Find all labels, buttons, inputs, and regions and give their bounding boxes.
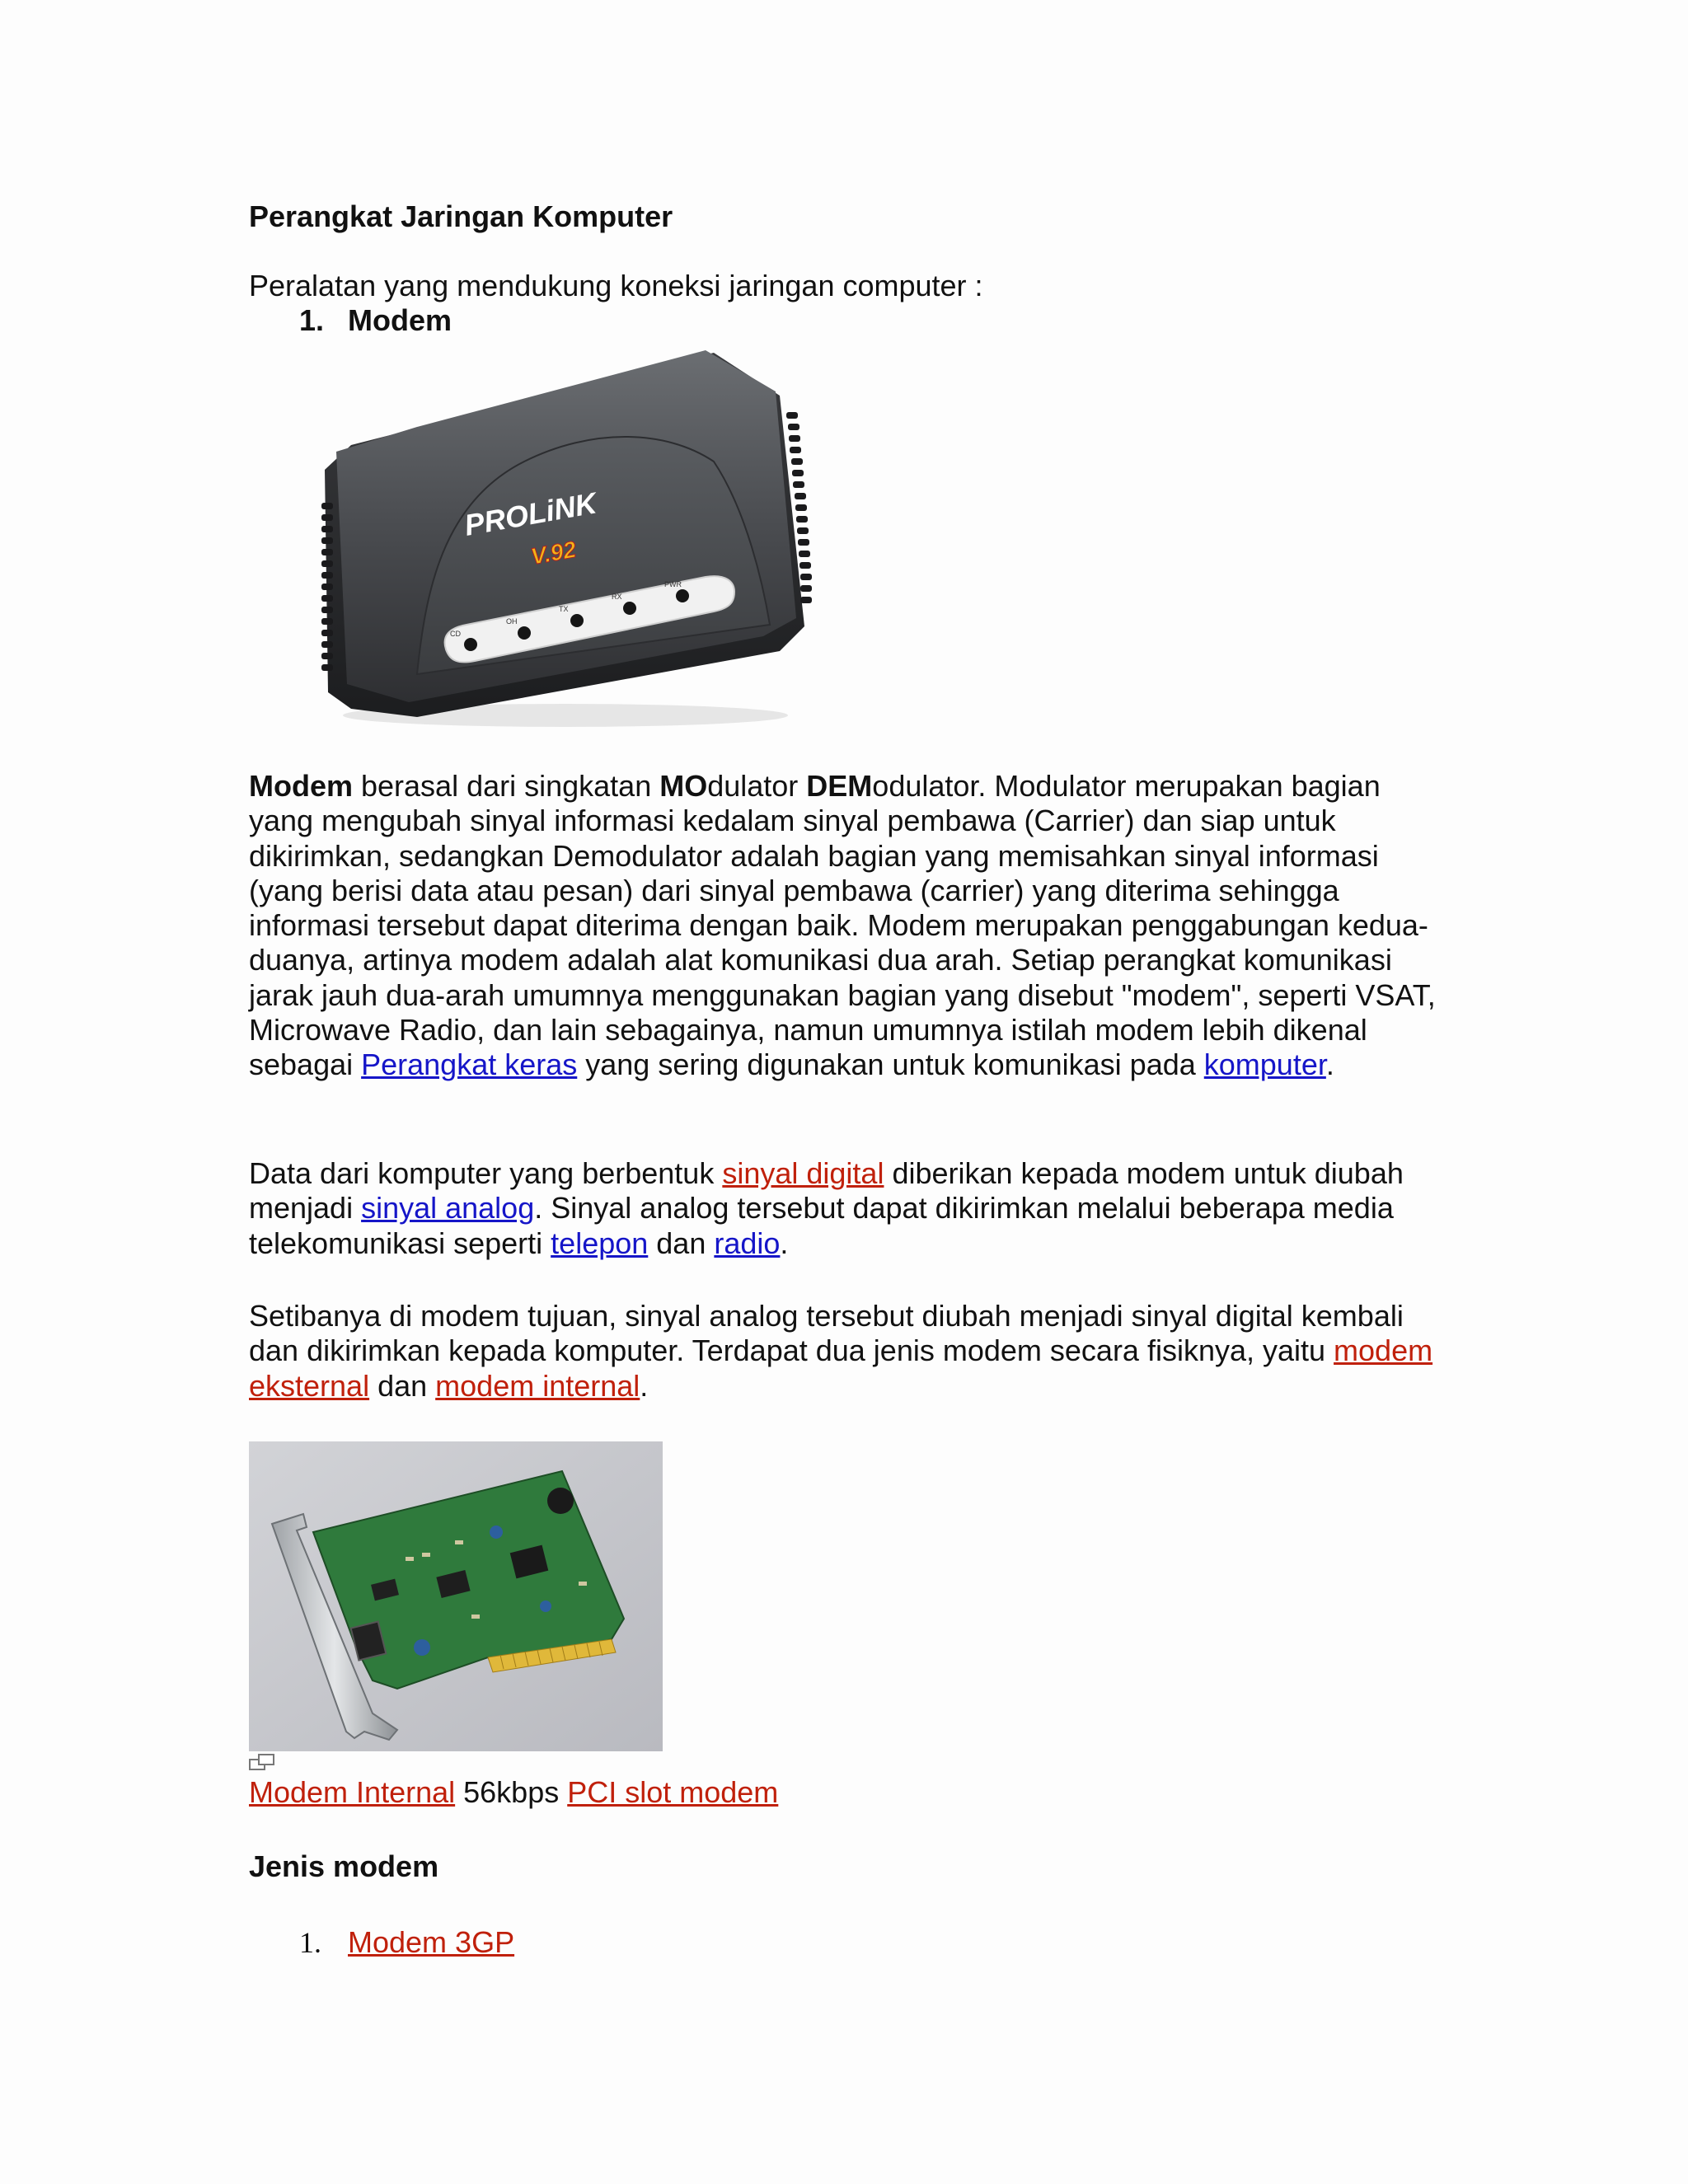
paragraph-data-conversion: Data dari komputer yang berbentuk sinyal digital diberikan kepada modem untuk diubah menjadi sinyal analog. Sinyal analog tersebut dapat dikirimkan melalui beberapa media telekomunikasi seperti telepon dan radio. [249,1156,1404,1260]
list-number: 1. [299,303,325,337]
link-radio[interactable]: radio [714,1226,781,1260]
document-title: Perangkat Jaringan Komputer [249,199,673,233]
external-modem-image [318,346,813,733]
link-modem-3gp[interactable]: Modem 3GP [348,1925,515,1959]
link-sinyal-digital[interactable]: sinyal digital [722,1156,884,1190]
image-placeholder-icon [249,1753,279,1773]
paragraph-modem-types: Setibanya di modem tujuan, sinyal analog tersebut diubah menjadi sinyal digital kembali dan dikirimkan kepada komputer. Terdapat dua jenis modem secara fisiknya, yaitu modem eksternal dan modem internal. [249,1299,1433,1403]
link-komputer[interactable]: komputer [1203,1047,1326,1082]
led-label-oh: OH [506,617,518,626]
link-telepon[interactable]: telepon [551,1226,649,1260]
link-modem-internal-caption[interactable]: Modem Internal [249,1775,456,1809]
led-label-tx: TX [559,605,569,613]
link-pci-slot-modem[interactable]: PCI slot modem [567,1775,779,1809]
link-modem-eksternal[interactable]: modem eksternal [249,1333,1433,1403]
internal-modem-image [249,1441,663,1751]
list-item-modem: Modem [348,303,452,337]
link-modem-internal[interactable]: modem internal [435,1368,640,1403]
image-caption: Modem Internal 56kbps PCI slot modem [249,1775,779,1809]
led-label-rx: RX [612,593,622,601]
heading-jenis-modem: Jenis modem [249,1849,439,1883]
prolink-logo: PROLiNK [462,485,599,542]
led-label-pwr: PWR [664,580,682,588]
v92-logo: V.92 [528,536,579,569]
paragraph-modem-definition: Modem berasal dari singkatan MOdulator DEModulator. Modulator merupakan bagian yang mengubah sinyal informasi kedalam sinyal pembawa (Carrier) dan siap untuk dikirimkan, sedangkan Demodulator adalah bagian yang memisahkan sinyal informasi (yang berisi data atau pesan) dari sinyal pembawa (carrier) yang diterima sehingga informasi tersebut dapat diterima dengan baik. Modem merupakan penggabungan kedua-duanya, artinya modem adalah alat komunikasi dua arah. Setiap perangkat komunikasi jarak jauh dua-arah umumnya menggunakan bagian yang disebut "modem", seperti VSAT, Microwave Radio, dan lain sebagainya, namun umumnya istilah modem lebih dikenal sebagai Perangkat keras yang sering digunakan untuk komunikasi pada komputer. [249,769,1436,1082]
link-perangkat-keras[interactable]: Perangkat keras [361,1047,578,1082]
link-sinyal-analog[interactable]: sinyal analog [361,1191,535,1226]
intro-text: Peralatan yang mendukung koneksi jaringan computer : [249,269,983,302]
led-label-cd: CD [450,630,461,638]
list-number: 1. [299,1926,321,1959]
